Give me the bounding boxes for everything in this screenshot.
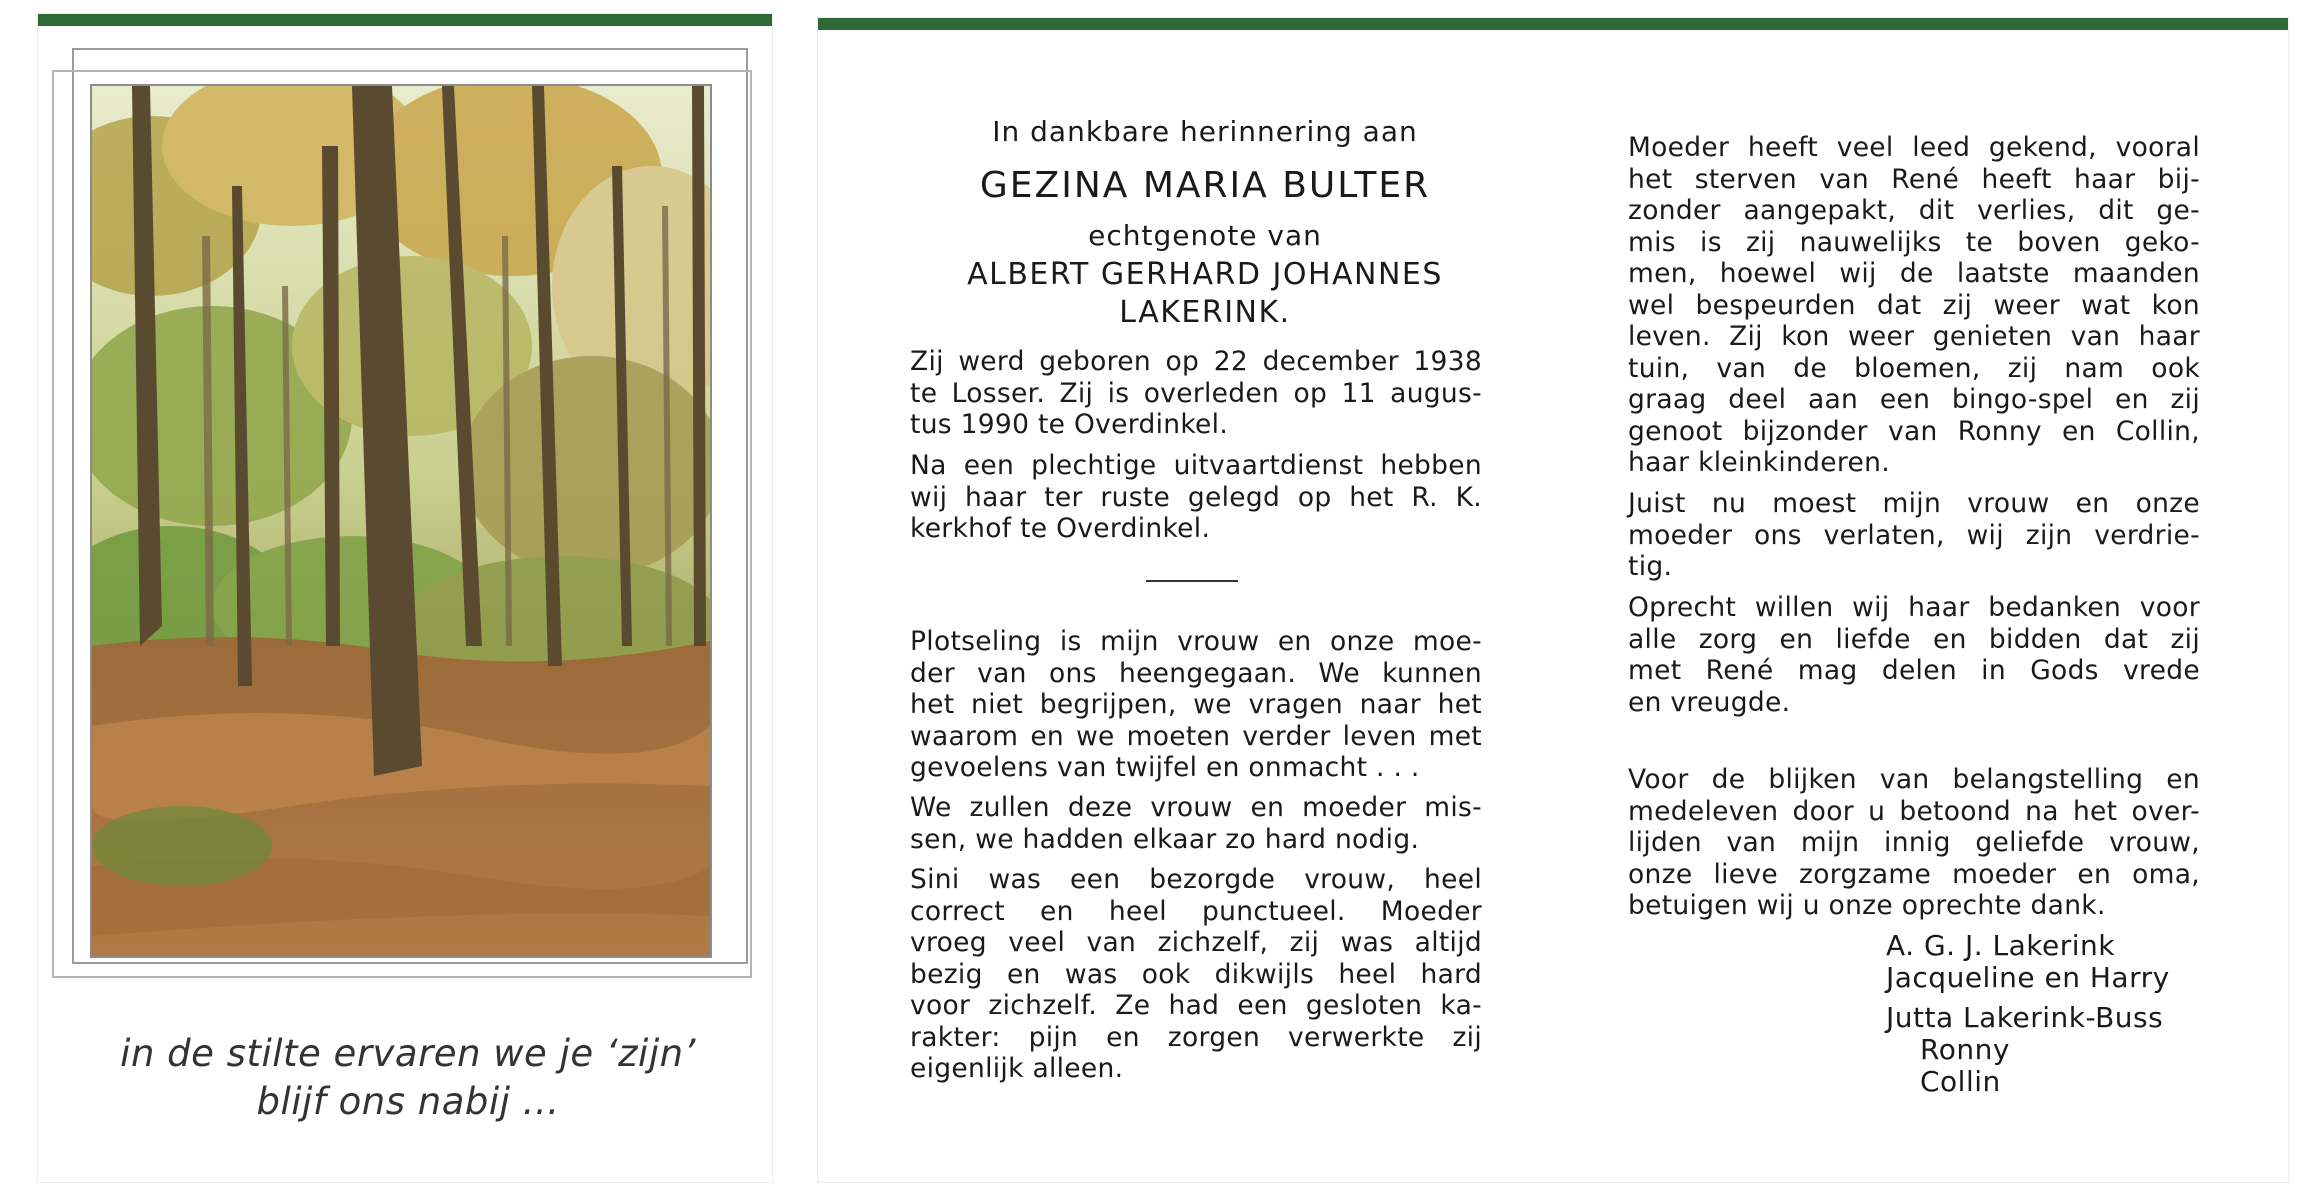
card-top-band (38, 14, 772, 26)
text-line: We zullen deze vrouw en moeder mis- (910, 792, 1482, 823)
text-line: Sini was een bezorgde vrouw, heel (910, 864, 1482, 895)
paragraph-sini (910, 864, 1482, 1085)
text-line: kerkhof te Overdinkel. (910, 513, 1211, 544)
text-line: tuin, van de bloemen, zij nam ook (1628, 352, 2200, 384)
intro-line: In dankbare herinnering aan (992, 115, 1418, 148)
text-line: het niet begrijpen, we vragen naar het (910, 689, 1482, 720)
text-line: het sterven van René heeft haar bij- (1628, 163, 2200, 195)
spouse-name-line-1: ALBERT GERHARD JOHANNES (967, 257, 1443, 292)
text-line: wij haar ter ruste gelegd op het R. K. (910, 481, 1482, 513)
photo-card (38, 14, 772, 1182)
text-line: correct en heel punctueel. Moeder (910, 895, 1482, 927)
paragraph-birth-death (910, 346, 1482, 441)
text-line: tig. (1628, 551, 1673, 582)
text-line: wel bespeurden dat zij weer wat kon (1628, 289, 2200, 321)
text-line: zonder aangepakt, dit verlies, dit ge- (1628, 195, 2200, 226)
text-line: haar kleinkinderen. (1628, 447, 1890, 478)
text-line: der van ons heengegaan. We kunnen (910, 657, 1482, 689)
text-line: met René mag delen in Gods vrede (1628, 655, 2200, 686)
text-line: rakter: pijn en zorgen verwerkte zij (910, 1021, 1482, 1053)
text-line: waarom en we moeten verder leven met (910, 720, 1482, 752)
spouse-label: echtgenote van (1088, 219, 1322, 252)
text-line: Voor de blijken van belangstelling en (1628, 764, 2200, 795)
text-line: betuigen wij u onze oprechte dank. (1628, 890, 2106, 921)
spouse-name-line-2: LAKERINK. (1119, 295, 1291, 330)
paragraph-miss (910, 792, 1482, 855)
text-line: en vreugde. (1628, 686, 1791, 718)
signature-2: Jacqueline en Harry (1886, 961, 2170, 994)
deceased-name: GEZINA MARIA BULTER (979, 165, 1431, 206)
paragraph-thanks (1628, 592, 2200, 718)
text-line: sen, we hadden elkaar zo hard nodig. (910, 823, 1420, 855)
paragraph-sudden (910, 626, 1482, 784)
text-line: tus 1990 te Overdinkel. (910, 409, 1229, 440)
caption-line-2: blijf ons nabij ... (256, 1080, 560, 1123)
forest-photo (90, 84, 712, 958)
text-line: alle zorg en liefde en bidden dat zij (1628, 623, 2200, 655)
signature-4: Ronny (1920, 1033, 2010, 1066)
text-line: Oprecht willen wij haar bedanken voor (1628, 592, 2200, 623)
text-line: mis is zij nauwelijks te boven geko- (1628, 226, 2200, 258)
text-line: eigenlijk alleen. (910, 1053, 1124, 1084)
text-line: voor zichzelf. Ze had een gesloten ka- (910, 990, 1482, 1021)
divider-rule (1146, 580, 1238, 582)
signature-5: Collin (1920, 1065, 2001, 1098)
text-line: Plotseling is mijn vrouw en onze moe- (910, 626, 1482, 657)
text-line: moeder ons verlaten, wij zijn verdrie- (1628, 519, 2200, 551)
paragraph-acknowledgement (1628, 764, 2200, 922)
text-line: graag deel aan een bingo-spel en zij (1628, 384, 2200, 415)
text-line: Zij werd geboren op 22 december 1938 (910, 346, 1482, 377)
text-line: Moeder heeft veel leed gekend, vooral (1628, 132, 2200, 163)
text-line: gevoelens van twijfel en onmacht . . . (910, 752, 1420, 783)
text-line: Na een plechtige uitvaartdienst hebben (910, 450, 1482, 481)
paragraph-funeral (910, 450, 1482, 545)
text-line: medeleven door u betoond na het over- (1628, 795, 2200, 827)
caption-line-1: in de stilte ervaren we je ‘zijn’ (120, 1032, 696, 1075)
text-line: Juist nu moest mijn vrouw en onze (1628, 488, 2200, 519)
paragraph-suffering (1628, 132, 2200, 479)
text-line: te Losser. Zij is overleden op 11 augus- (910, 377, 1482, 409)
text-line: men, hoewel wij de laatste maanden (1628, 258, 2200, 289)
text-line: lijden van mijn innig geliefde vrouw, (1628, 827, 2200, 858)
text-line: onze lieve zorgzame moeder en oma, (1628, 858, 2200, 890)
card-top-band (818, 18, 2288, 30)
signature-3: Jutta Lakerink-Buss (1886, 1001, 2164, 1034)
text-line: genoot bijzonder van Ronny en Collin, (1628, 415, 2200, 447)
text-line: leven. Zij kon weer genieten van haar (1628, 321, 2200, 352)
signature-1: A. G. J. Lakerink (1886, 929, 2115, 962)
text-line: bezig en was ook dikwijls heel hard (910, 958, 1482, 990)
paragraph-now (1628, 488, 2200, 583)
text-line: vroeg veel van zichzelf, zij was altijd (910, 927, 1482, 958)
